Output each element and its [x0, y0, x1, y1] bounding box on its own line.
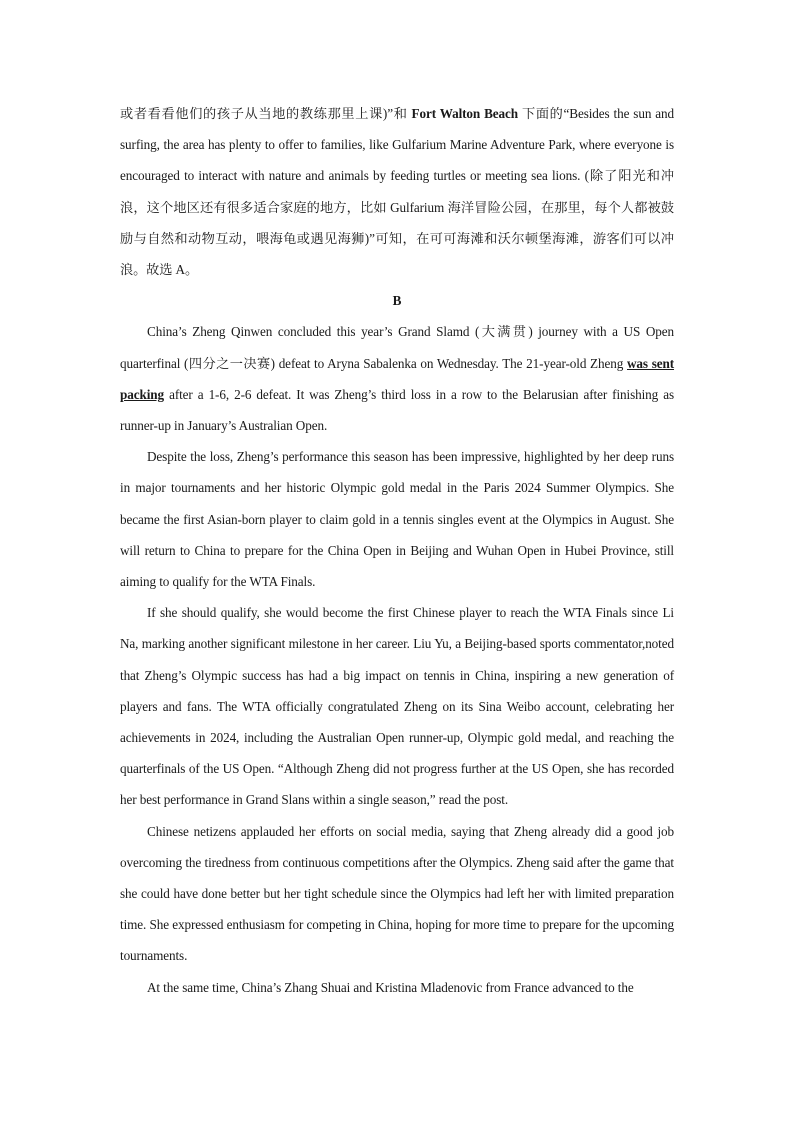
passage-p1-text-a: China’s Zheng Qinwen concluded this year’s Grand Slamd (大满贯) journey with a US Open quarterfinal (四分之一决赛) defeat to Aryna Sabalenka on Wednesday. The 21-year-old Zheng [120, 324, 674, 371]
passage-paragraph-4: Chinese netizens applauded her efforts on social media, saying that Zheng already did a good job overcoming the tiredness from continuous competitions after the Olympics. Zheng said after the game that she could have done better but her tight schedule since the Olympics had left her with limited preparation time. She expressed enthusiasm for competing in China, hoping for more time to prepare for the upcoming tournaments. [120, 823, 674, 964]
passage-paragraph-1 [120, 316, 674, 441]
explanation-bold-place: Fort Walton Beach [411, 106, 519, 121]
passage-p1-text-b: after a 1-6, 2-6 defeat. It was Zheng’s third loss in a row to the Belarusian after finishing as runner-up in January’s Australian Open. [120, 386, 674, 434]
answer-explanation-paragraph [120, 98, 674, 285]
explanation-text-1: 或者看看他们的孩子从当地的教练那里上课)”和 [120, 106, 412, 121]
section-heading: B [392, 293, 402, 309]
underlined-phrase: was sent packing [120, 355, 675, 402]
explanation-text-2: 下面的“Besides the sun and surfing, the area has plenty to offer to families, like Gulfarium Marine Adventure Park, where everyone is encouraged to interact with nature and animals by feeding turtles or meeting sea lions. (除了阳光和冲浪，这个地区还有很多适合家庭的地方，比如 Gulfarium 海洋冒险公园，在那里，每个人都被鼓励与自然和动物互动，喂海龟或遇见海狮)”可知，在可可海滩和沃尔顿堡海滩，游客们可以冲浪。故选 A。 [120, 106, 674, 278]
passage-paragraph-5: At the same time, China’s Zhang Shuai and Kristina Mladenovic from France advanced to the [147, 979, 634, 995]
passage-paragraph-2: Despite the loss, Zheng’s performance this season has been impressive, highlighted by her deep runs in major tournaments and her historic Olympic gold medal in the Paris 2024 Summer Olympics. She became the first Asian-born player to claim gold in a tennis singles event at the Olympics in August. She will return to China to prepare for the China Open in Beijing and Wuhan Open in Hubei Province, still aiming to qualify for the WTA Finals. [120, 449, 674, 590]
passage-paragraph-3: If she should qualify, she would become the first Chinese player to reach the WTA Finals since Li Na, marking another significant milestone in her career. Liu Yu, a Beijing-based sports commentator,noted that Zheng’s Olympic success has had a big impact on tennis in China, inspiring a new generation of players and fans. The WTA officially congratulated Zheng on its Sina Weibo account, celebrating her achievements in 2024, including the Australian Open runner-up, Olympic gold medal, and reaching the quarterfinals of the US Open. “Although Zheng did not progress further at the US Open, she has recorded her best performance in Grand Slans within a single season,” read the post. [120, 605, 674, 808]
